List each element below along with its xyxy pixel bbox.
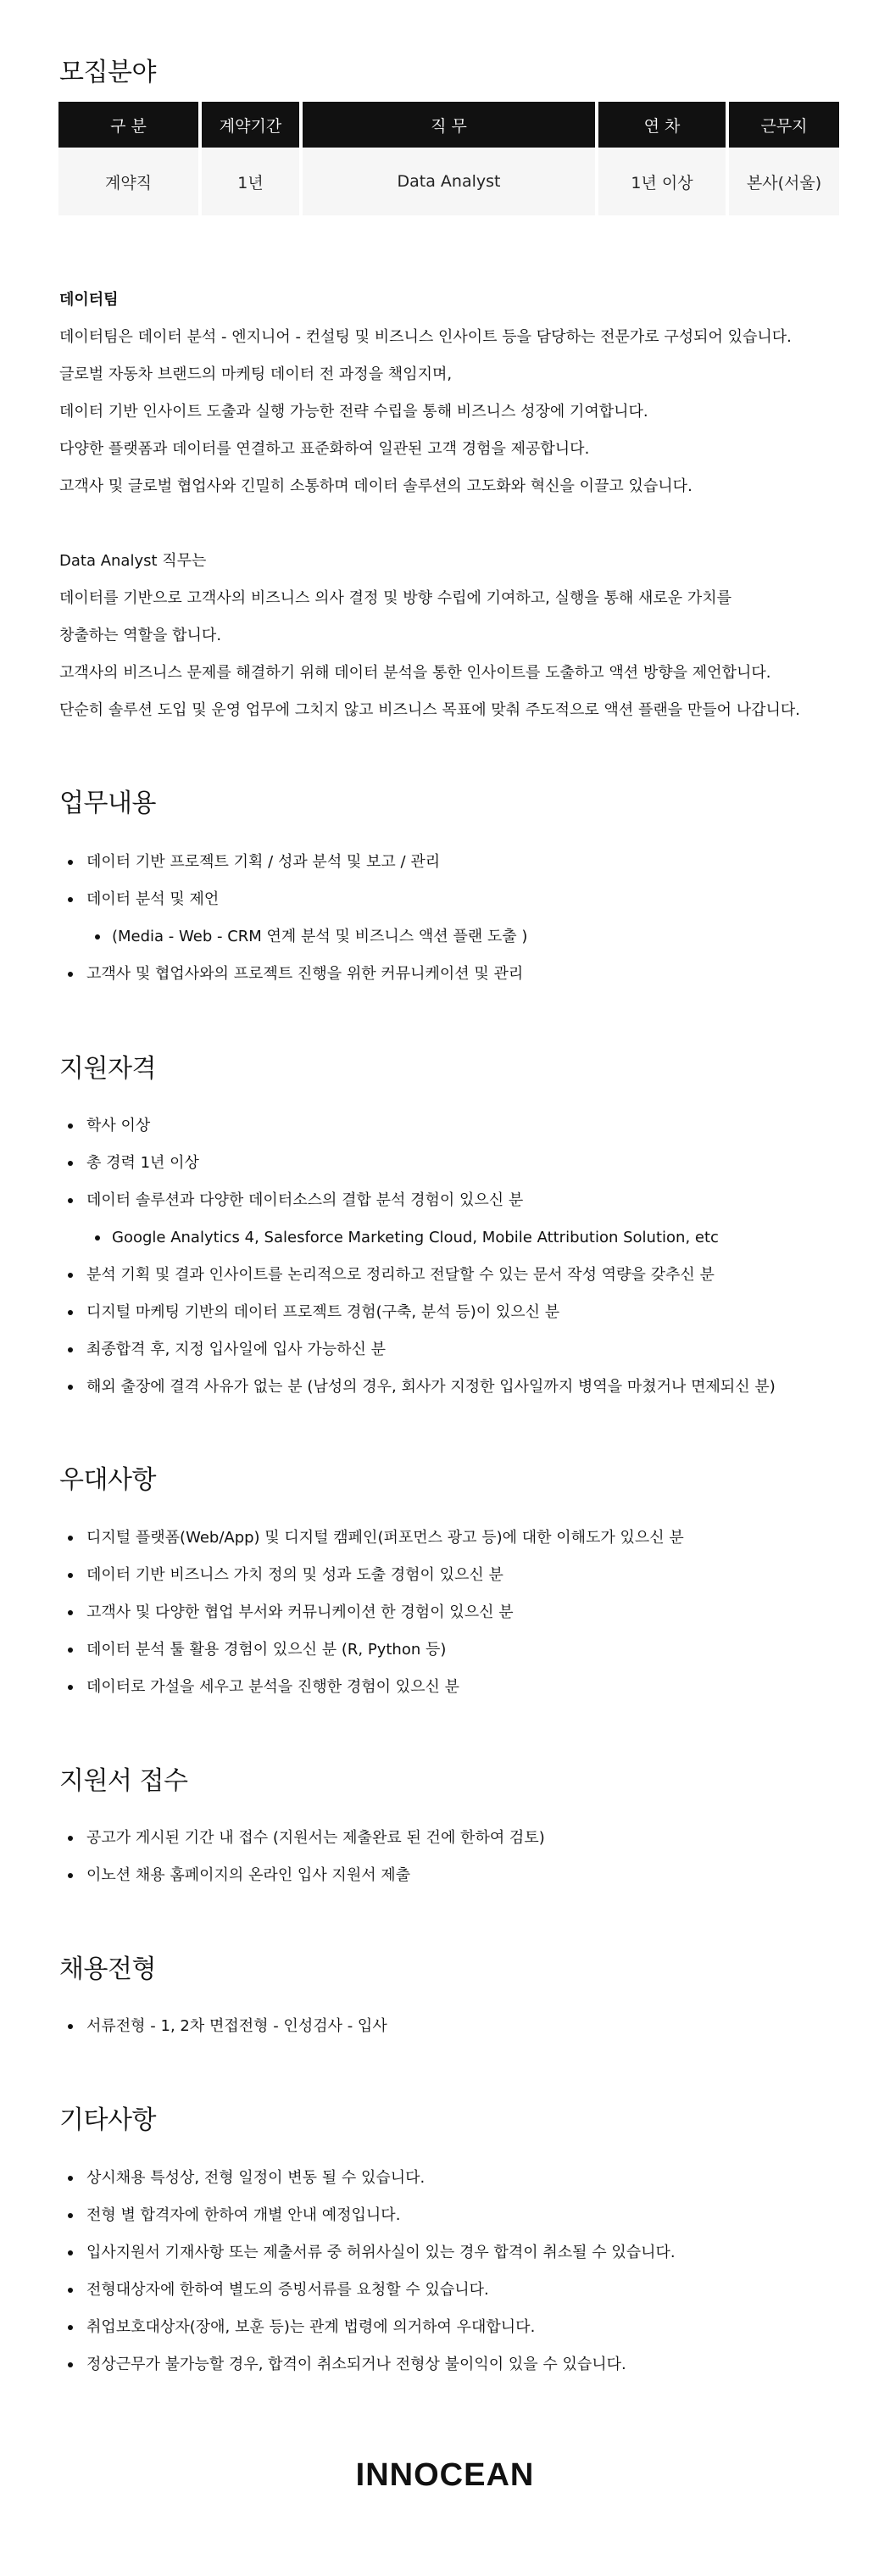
role-line: 창출하는 역할을 합니다. — [59, 627, 222, 644]
list-item-text: 데이터 기반 프로젝트 기획 / 성과 분석 및 보고 / 관리 — [86, 853, 441, 871]
table-cell: Data Analyst — [303, 148, 595, 215]
list-item-text: Google Analytics 4, Salesforce Marketing Cloud, Mobile Attribution Solution, etc — [112, 1229, 719, 1246]
list-item — [59, 1631, 684, 1669]
bullet-icon — [95, 1235, 100, 1241]
list-item-text: 데이터 기반 비즈니스 가치 정의 및 성과 도출 경험이 있으신 분 — [86, 1566, 503, 1584]
list-item-text: 입사지원서 기재사항 또는 제출서류 중 허위사실이 있는 경우 합격이 취소될 수 있습니다. — [86, 2244, 676, 2261]
team-intro — [59, 282, 792, 505]
application-list — [59, 1820, 545, 1894]
duties-section-title: 업무내용 — [59, 789, 156, 818]
bullet-icon — [68, 2176, 73, 2181]
list-item-text: 공고가 게시된 기간 내 접수 (지원서는 제출완료 된 건에 한하여 검토) — [86, 1829, 545, 1847]
bullet-icon — [68, 2213, 73, 2218]
table-header-cell: 연 차 — [598, 102, 726, 148]
bullet-icon — [68, 1873, 73, 1878]
table-header-row — [58, 102, 839, 148]
recruit-section-title: 모집분야 — [59, 58, 156, 87]
table-header-cell: 구 분 — [58, 102, 198, 148]
list-item — [59, 1857, 545, 1894]
table-cell: 1년 이상 — [598, 148, 726, 215]
bullet-icon — [68, 1124, 73, 1129]
list-item-text: 데이터 솔루션과 다양한 데이터소스의 결합 분석 경험이 있으신 분 — [86, 1191, 524, 1209]
bullet-icon — [68, 1347, 73, 1352]
list-item-text: 고객사 및 다양한 협업 부서와 커뮤니케이션 한 경험이 있으신 분 — [86, 1603, 514, 1621]
team-line: 고객사 및 글로벌 협업사와 긴밀히 소통하며 데이터 솔루션의 고도화와 혁신을 이끌고 있습니다. — [59, 477, 693, 495]
table-cell: 본사(서울) — [729, 148, 839, 215]
bullet-icon — [68, 1385, 73, 1390]
table-header-cell: 계약기간 — [202, 102, 299, 148]
list-item-text: 분석 기획 및 결과 인사이트를 논리적으로 정리하고 전달할 수 있는 문서 작성 역량을 갖추신 분 — [86, 1266, 715, 1284]
table-cell: 1년 — [202, 148, 299, 215]
list-item — [59, 1557, 684, 1594]
table-header-cell: 직 무 — [303, 102, 595, 148]
bullet-icon — [68, 1310, 73, 1315]
list-item — [59, 1594, 684, 1631]
list-item — [59, 1519, 684, 1557]
application-section-title: 지원서 접수 — [59, 1766, 188, 1796]
bullet-icon — [68, 897, 73, 902]
bullet-icon — [68, 1836, 73, 1841]
list-item-text: 데이터 분석 및 제언 — [86, 890, 220, 908]
bullet-icon — [68, 860, 73, 865]
list-item-text: 정상근무가 불가능할 경우, 합격이 취소되거나 전형상 불이익이 있을 수 있습니다. — [86, 2356, 626, 2373]
list-item — [59, 1331, 776, 1369]
list-item — [59, 881, 527, 918]
list-item — [59, 844, 527, 881]
list-item — [59, 1182, 776, 1219]
list-item — [59, 956, 527, 993]
preferred-list — [59, 1519, 684, 1706]
list-item-text: 데이터 분석 툴 활용 경험이 있으신 분 (R, Python 등) — [86, 1641, 447, 1659]
team-line: 다양한 플랫폼과 데이터를 연결하고 표준화하여 일관된 고객 경험을 제공합니다. — [59, 440, 590, 458]
process-section-title: 채용전형 — [59, 1954, 156, 1984]
table-row — [58, 148, 839, 215]
list-item — [59, 2197, 676, 2234]
list-item — [59, 2234, 676, 2272]
list-item-text: 총 경력 1년 이상 — [86, 1154, 199, 1172]
bullet-icon — [68, 2288, 73, 2293]
list-item-text: 데이터로 가설을 세우고 분석을 진행한 경험이 있으신 분 — [86, 1678, 459, 1696]
list-item — [59, 2008, 387, 2045]
list-item — [59, 2272, 676, 2309]
list-item-text: (Media - Web - CRM 연계 분석 및 비즈니스 액션 플랜 도출 ) — [112, 928, 528, 945]
process-list — [59, 2008, 387, 2045]
bullet-icon — [68, 1198, 73, 1203]
list-item — [59, 1257, 776, 1294]
bullet-icon — [68, 2250, 73, 2255]
list-item — [59, 1369, 776, 1406]
list-item-text: 이노션 채용 홈페이지의 온라인 입사 지원서 제출 — [86, 1866, 411, 1884]
bullet-icon — [68, 1685, 73, 1690]
list-item-text: 취업보호대상자(장애, 보훈 등)는 관계 법령에 의거하여 우대합니다. — [86, 2318, 536, 2336]
team-line: 데이터 기반 인사이트 도출과 실행 가능한 전략 수립을 통해 비즈니스 성장에 기여합니다. — [59, 403, 648, 421]
qualifications-section-title: 지원자격 — [59, 1054, 156, 1084]
list-item — [59, 2346, 676, 2384]
etc-section-title: 기타사항 — [59, 2105, 156, 2135]
bullet-icon — [68, 2325, 73, 2330]
list-item-text: 디지털 마케팅 기반의 데이터 프로젝트 경험(구축, 분석 등)이 있으신 분 — [86, 1303, 560, 1321]
recruit-table — [55, 102, 843, 215]
bullet-icon — [68, 1161, 73, 1166]
list-item-text: 상시채용 특성상, 전형 일정이 변동 될 수 있습니다. — [86, 2169, 426, 2187]
sub-list-item — [59, 918, 527, 956]
team-heading: 데이터팀 — [59, 291, 119, 309]
list-item — [59, 1294, 776, 1331]
list-item — [59, 1107, 776, 1145]
role-heading: Data Analyst 직무는 — [59, 552, 207, 570]
innocean-logo: INNOCEAN — [355, 2457, 535, 2493]
list-item-text: 최종합격 후, 지정 입사일에 입사 가능하신 분 — [86, 1341, 387, 1358]
list-item — [59, 1669, 684, 1706]
list-item — [59, 1820, 545, 1857]
bullet-icon — [68, 1536, 73, 1541]
bullet-icon — [68, 1610, 73, 1615]
list-item — [59, 1145, 776, 1182]
team-line: 글로벌 자동차 브랜드의 마케팅 데이터 전 과정을 책임지며, — [59, 365, 453, 383]
role-line: 단순히 솔루션 도입 및 운영 업무에 그치지 않고 비즈니스 목표에 맞춰 주도적으로 액션 플랜을 만들어 나갑니다. — [59, 701, 801, 719]
preferred-section-title: 우대사항 — [59, 1465, 156, 1495]
bullet-icon — [95, 934, 100, 940]
bullet-icon — [68, 1648, 73, 1653]
list-item-text: 해외 출장에 결격 사유가 없는 분 (남성의 경우, 회사가 지정한 입사일까지 병역을 마쳤거나 면제되신 분) — [86, 1378, 776, 1396]
table-cell: 계약직 — [58, 148, 198, 215]
duties-list — [59, 844, 527, 993]
role-line: 고객사의 비즈니스 문제를 해결하기 위해 데이터 분석을 통한 인사이트를 도출하고 액션 방향을 제언합니다. — [59, 664, 771, 682]
role-line: 데이터를 기반으로 고객사의 비즈니스 의사 결정 및 방향 수립에 기여하고, 실행을 통해 새로운 가치를 — [59, 589, 732, 607]
bullet-icon — [68, 972, 73, 977]
bullet-icon — [68, 2362, 73, 2367]
table-header-cell: 근무지 — [729, 102, 839, 148]
list-item — [59, 2160, 676, 2197]
list-item-text: 전형 별 합격자에 한하여 개별 안내 예정입니다. — [86, 2206, 401, 2224]
bullet-icon — [68, 1573, 73, 1578]
list-item-text: 전형대상자에 한하여 별도의 증빙서류를 요청할 수 있습니다. — [86, 2281, 489, 2299]
list-item — [59, 2309, 676, 2346]
list-item-text: 디지털 플랫폼(Web/App) 및 디지털 캠페인(퍼포먼스 광고 등)에 대한 이해도가 있으신 분 — [86, 1529, 684, 1547]
role-intro — [59, 543, 800, 729]
sub-list-item — [59, 1219, 776, 1257]
list-item-text: 학사 이상 — [86, 1117, 151, 1135]
qualifications-list — [59, 1107, 776, 1406]
team-line: 데이터팀은 데이터 분석 - 엔지니어 - 컨설팅 및 비즈니스 인사이트 등을 담당하는 전문가로 구성되어 있습니다. — [59, 328, 792, 346]
list-item-text: 고객사 및 협업사와의 프로젝트 진행을 위한 커뮤니케이션 및 관리 — [86, 965, 524, 983]
list-item-text: 서류전형 - 1, 2차 면접전형 - 인성검사 - 입사 — [86, 2017, 387, 2035]
etc-list — [59, 2160, 676, 2384]
bullet-icon — [68, 2024, 73, 2029]
bullet-icon — [68, 1273, 73, 1278]
